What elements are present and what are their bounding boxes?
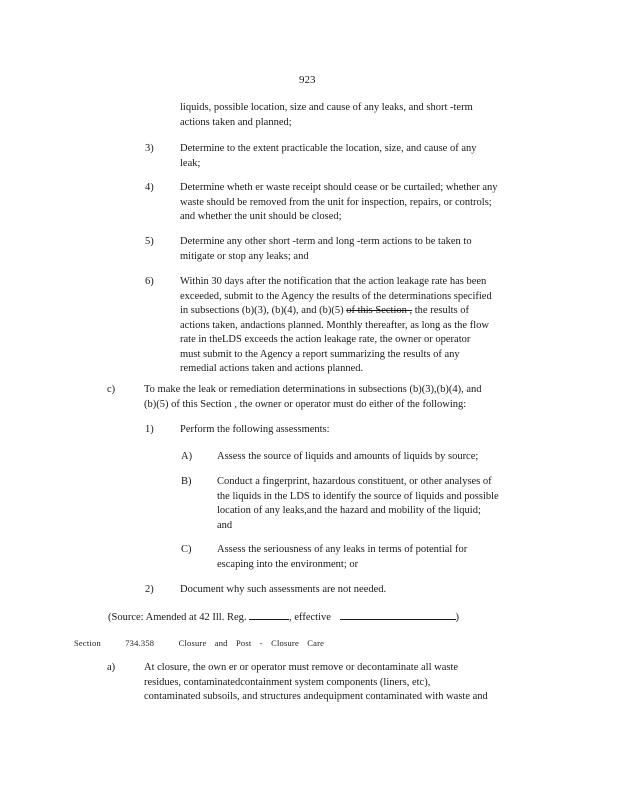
source-text: ): [455, 612, 460, 623]
text-line: Conduct a fingerprint, hazardous constituent, or other analyses of: [217, 476, 492, 487]
subsection-marker: c): [107, 384, 116, 395]
text-line: location of any leaks,and the hazard and mobility of the liquid;: [217, 505, 481, 516]
continuation-paragraph: [180, 101, 473, 130]
source-text: , effective: [289, 612, 331, 623]
section-heading: [74, 636, 324, 651]
source-note: [108, 609, 459, 626]
item-5-paragraph: [180, 235, 472, 264]
text-line: leak;: [180, 157, 201, 169]
text-line: and whether the unit should be closed;: [180, 211, 342, 222]
text-line: Determine to the extent practicable the location, size, and cause of any: [180, 143, 477, 154]
subsection-c-paragraph: [144, 383, 482, 412]
text-line: and: [217, 519, 233, 531]
item-marker: 6): [145, 276, 154, 287]
text-line: liquids, possible location, size and cause of any leaks, and short -term: [180, 102, 473, 113]
source-text: (Source: Amended at 42 Ill. Reg.: [108, 612, 247, 623]
text-line: the liquids in the LDS to identify the source of liquids and possible: [217, 490, 499, 502]
section-number: 734.358: [125, 638, 155, 648]
text-line: exceeded, submit to the Agency the results of the determinations specified: [180, 290, 492, 302]
text-line: rate in theLDS exceeds the action leakage rate, the owner or operator: [180, 334, 471, 345]
text-line: escaping into the environment; or: [217, 558, 359, 570]
text-line: At closure, the own er or operator must remove or decontaminate all waste: [144, 662, 459, 673]
text-line: waste should be removed from the unit for inspection, repairs, or controls;: [180, 196, 492, 208]
item-a-paragraph: [217, 450, 478, 465]
text-line: Determine wheth er waste receipt should cease or be curtailed; whether any: [180, 182, 498, 193]
item-6-paragraph: [180, 275, 492, 377]
text-segment: in subsections (b)(3), (b)(4), and (b)(5): [180, 305, 344, 316]
subsection-marker: a): [107, 662, 116, 673]
text-line: To make the leak or remediation determinations in subsections (b)(3),(b)(4), and: [144, 384, 482, 395]
text-line: contaminated subsoils, and structures andequipment contaminated with waste and: [144, 691, 488, 702]
text-line: Determine any other short -term and long -term actions to be taken to: [180, 236, 472, 247]
item-marker: B): [181, 476, 192, 487]
item-marker: 1): [145, 424, 154, 435]
item-marker: 2): [145, 584, 154, 595]
item-text: Document why such assessments are not needed.: [180, 584, 387, 595]
item-4-paragraph: [180, 181, 498, 225]
text-line: actions taken, andactions planned. Monthly thereafter, as long as the flow: [180, 319, 489, 331]
text-line: Within 30 days after the notification that the action leakage rate has been: [180, 276, 487, 287]
page-number: 923: [299, 74, 316, 86]
item-marker: 5): [145, 236, 154, 247]
item-3-paragraph: [180, 142, 477, 171]
text-line: remedial actions taken and actions planned.: [180, 363, 364, 374]
struck-text: of this Section ,: [346, 305, 413, 316]
blank-line: [249, 609, 289, 620]
text-line: mitigate or stop any leaks; and: [180, 250, 309, 262]
item-c-paragraph: [217, 543, 467, 572]
text-line: Assess the seriousness of any leaks in terms of potential for: [217, 544, 468, 555]
item-b-paragraph: [217, 475, 499, 533]
item-marker: A): [181, 451, 193, 462]
text-line: residues, contaminatedcontainment system components (liners, etc),: [144, 676, 431, 688]
item-marker: 3): [145, 143, 154, 154]
text-line: must submit to the Agency a report summarizing the results of any: [180, 348, 460, 360]
blank-line: [340, 609, 456, 620]
item-marker: C): [181, 544, 192, 555]
section-label: Section: [74, 638, 101, 648]
text-line: Assess the source of liquids and amounts of liquids by source;: [217, 451, 479, 462]
item-marker: 4): [145, 182, 154, 193]
item-text: Perform the following assessments:: [180, 424, 330, 435]
text-line: (b)(5) of this Section , the owner or operator must do either of the following:: [144, 398, 467, 410]
section-title: Closure and Post - Closure Care: [178, 638, 325, 648]
text-segment: the results of: [412, 305, 469, 316]
closure-a-paragraph: [144, 661, 488, 705]
text-line: [180, 304, 492, 319]
text-line: actions taken and planned;: [180, 116, 292, 128]
